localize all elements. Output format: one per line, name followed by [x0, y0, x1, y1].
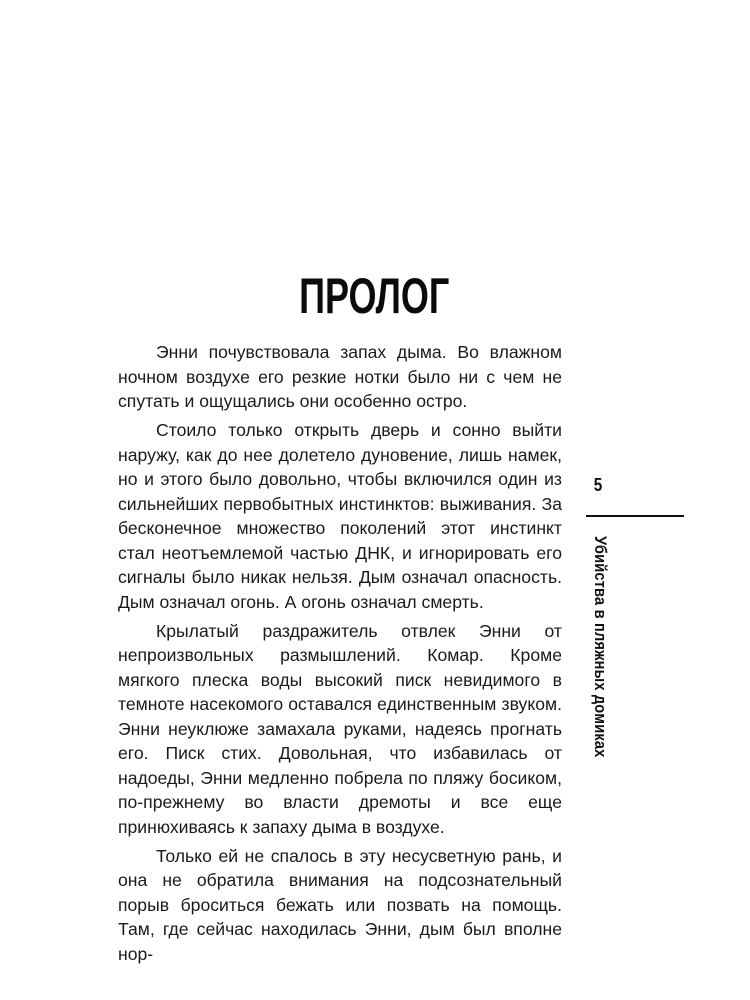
page-number: 5: [593, 475, 603, 495]
paragraph-2: Стоило только открыть дверь и сонно выйти наружу, как до нее долетело дуновение, лишь намек, но и этого было довольно, чтобы включился один из сильнейших первобытных инстинктов: выживания. За бесконечное множество поколений этот инстинкт стал неотъемлемой частью ДНК, и игнорировать его сигналы было никак нельзя. Дым означал опасность. Дым означал огонь. А огонь означал смерть.: [118, 420, 562, 612]
header-divider: [586, 515, 684, 517]
chapter-title: ПРОЛОГ: [299, 268, 450, 324]
paragraph-4: Только ей не спалось в эту несусветную рань, и она не обратила внимания на подсознательный порыв броситься бежать или позвать на помощь. Там, где сейчас находилась Энни, дым был вполне нор-: [118, 845, 562, 964]
paragraph-1: Энни почувствовала запах дыма. Во влажном ночном воздухе его резкие нотки было ни с чем не спутать и ощущались они особенно остро.: [118, 342, 562, 411]
paragraph-3: Крылатый раздражитель отвлек Энни от непроизвольных размышлений. Комар. Кроме мягкого плеска воды высокий писк невидимого в темноте насекомого оставался единственным звуком. Энни неуклюже замахала руками, надеясь прогнать его. Писк стих. Довольная, что избавилась от надоеды, Энни медленно побрела по пляжу босиком, по-прежнему во власти дремоты и все еще принюхиваясь к запаху дыма в воздухе.: [118, 620, 562, 837]
body-text: [118, 340, 562, 971]
running-book-title: Убийства в пляжных домиках: [591, 536, 610, 758]
